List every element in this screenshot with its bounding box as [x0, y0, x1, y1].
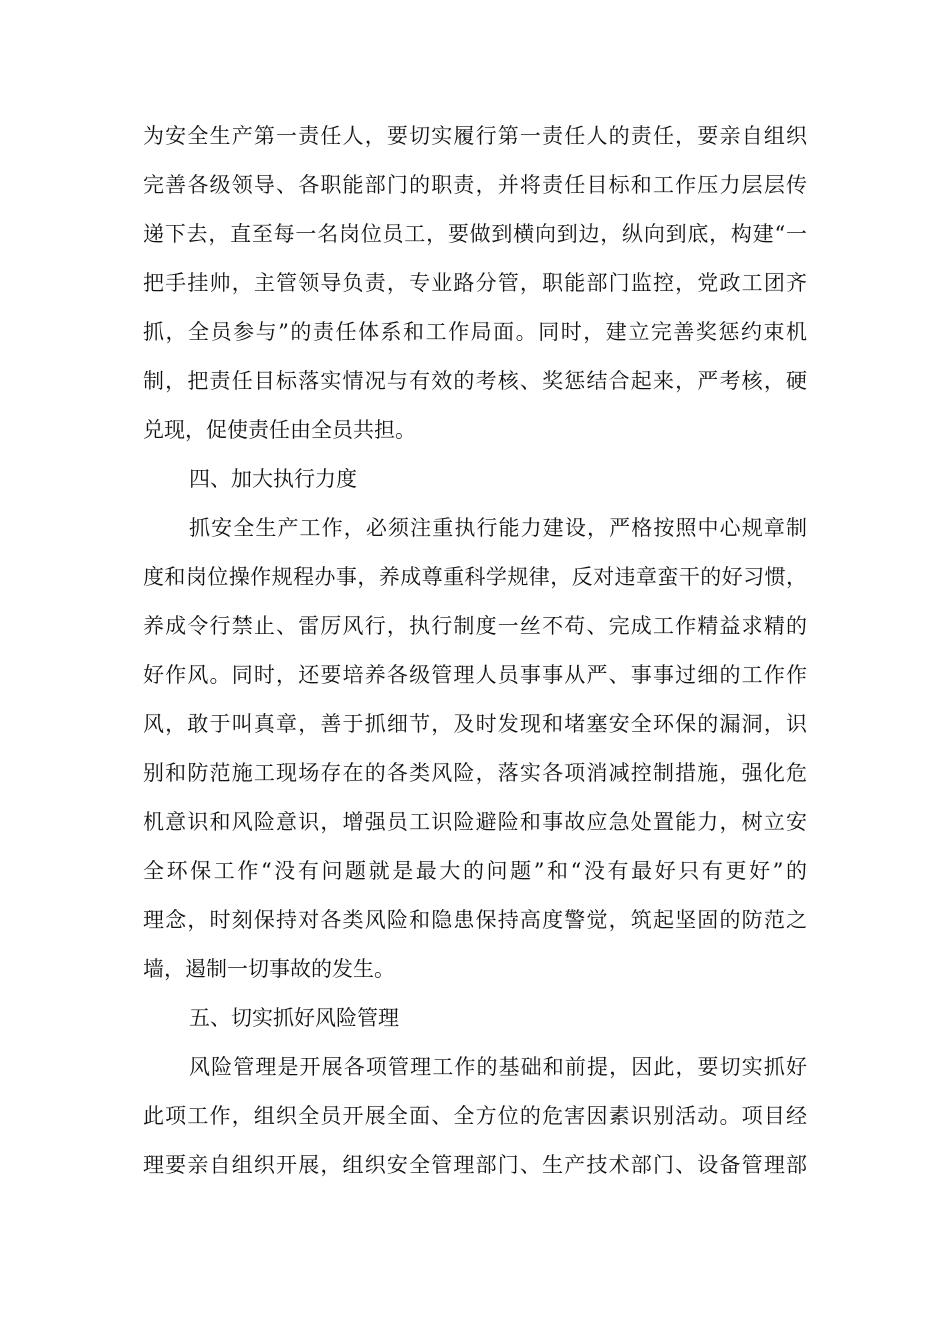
text-line: 墙，遏制一切事故的发生。 — [143, 957, 395, 981]
text-line: 风险管理是开展各项管理工作的基础和前提，因此，要切实抓好 — [189, 1055, 807, 1079]
section-heading: 四、加大执行力度 — [189, 467, 357, 491]
text-line: 完善各级领导、各职能部门的职责，并将责任目标和工作压力层层传 — [143, 173, 807, 197]
text-line: 度和岗位操作规程办事，养成尊重科学规律，反对违章蛮干的好习惯， — [143, 565, 807, 589]
section-heading: 五、切实抓好风险管理 — [189, 1006, 399, 1030]
text-line: 为安全生产第一责任人，要切实履行第一责任人的责任，要亲自组织 — [143, 124, 807, 148]
text-line: 此项工作，组织全员开展全面、全方位的危害因素识别活动。项目经 — [143, 1104, 807, 1128]
text-line: 把手挂帅，主管领导负责，专业路分管，职能部门监控，党政工团齐 — [143, 271, 807, 295]
text-line: 别和防范施工现场存在的各类风险，落实各项消减控制措施，强化危 — [143, 761, 807, 785]
body-text — [143, 112, 807, 1190]
text-line: 风，敢于叫真章，善于抓细节，及时发现和堵塞安全环保的漏洞，识 — [143, 712, 807, 736]
text-line: 理要亲自组织开展，组织安全管理部门、生产技术部门、设备管理部 — [143, 1153, 807, 1177]
text-line: 好作风。同时，还要培养各级管理人员事事从严、事事过细的工作作 — [143, 663, 807, 687]
text-line: 机意识和风险意识，增强员工识险避险和事故应急处置能力，树立安 — [143, 810, 807, 834]
text-line: 全环保工作“没有问题就是最大的问题”和“没有最好只有更好”的 — [143, 859, 807, 883]
text-line: 养成令行禁止、雷厉风行，执行制度一丝不苟、完成工作精益求精的 — [143, 614, 807, 638]
text-line: 制，把责任目标落实情况与有效的考核、奖惩结合起来，严考核，硬 — [143, 369, 807, 393]
text-line: 理念，时刻保持对各类风险和隐患保持高度警觉，筑起坚固的防范之 — [143, 908, 807, 932]
text-line: 递下去，直至每一名岗位员工，要做到横向到边，纵向到底，构建“一 — [143, 222, 807, 246]
text-line: 兑现，促使责任由全员共担。 — [143, 418, 416, 442]
text-line: 抓，全员参与”的责任体系和工作局面。同时，建立完善奖惩约束机 — [143, 320, 807, 344]
text-line: 抓安全生产工作，必须注重执行能力建设，严格按照中心规章制 — [189, 516, 807, 540]
